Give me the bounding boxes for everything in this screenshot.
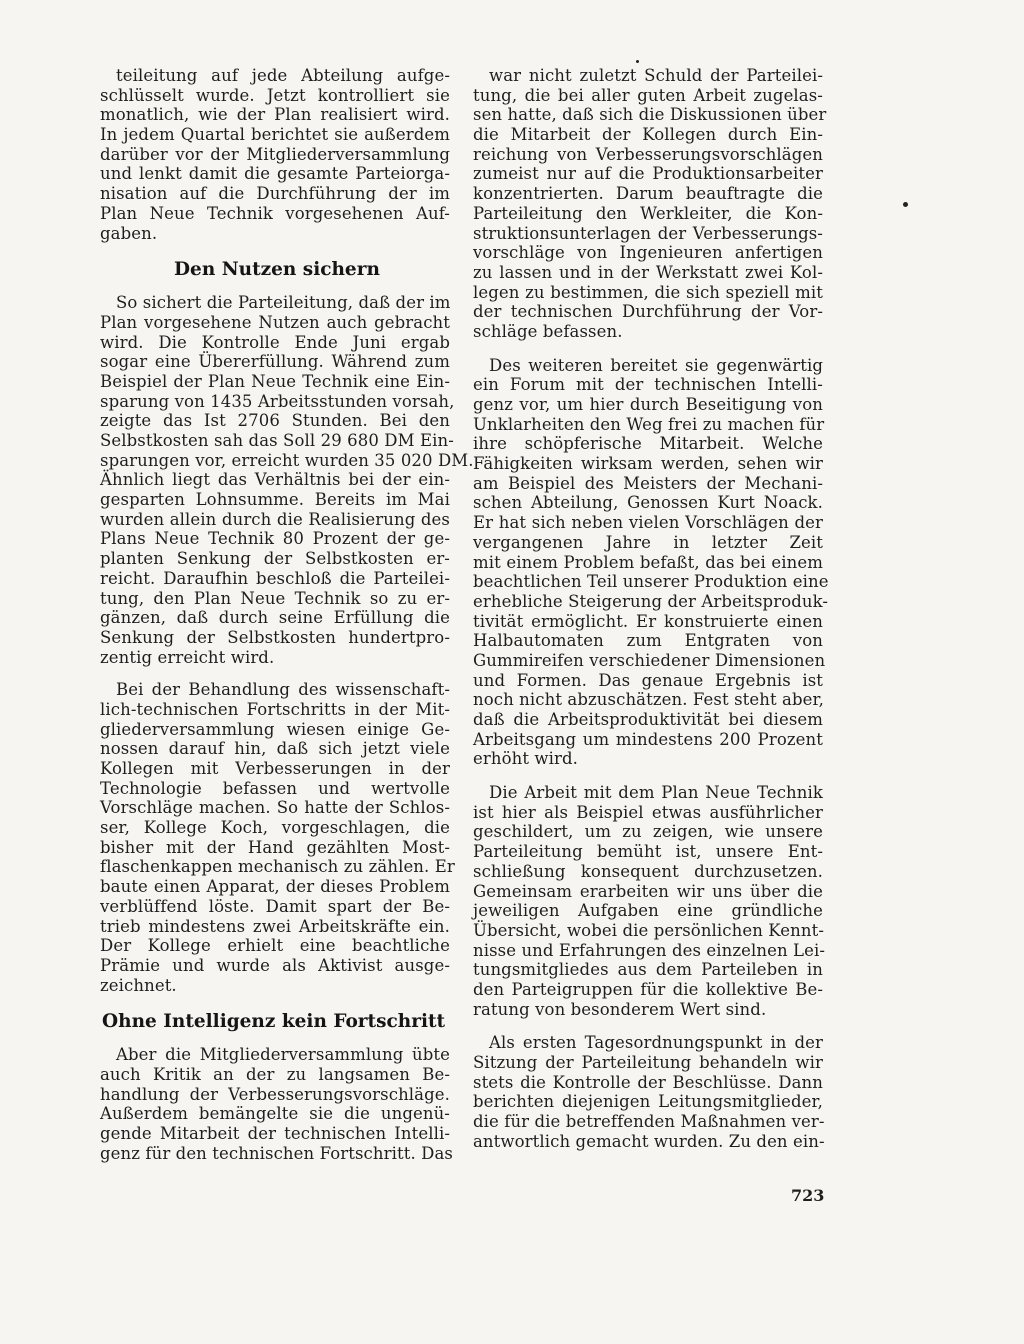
section-heading: Den Nutzen sichern xyxy=(174,259,380,281)
text-line: gaben. xyxy=(100,223,158,243)
paragraph xyxy=(100,66,450,243)
text-line: Als ersten Tagesordnungspunkt in der xyxy=(489,1033,823,1053)
paragraph xyxy=(473,355,829,769)
text-line: noch nicht abzuschätzen. Fest steht aber, xyxy=(473,690,825,710)
text-line: Ähnlich liegt das Verhältnis bei der ein- xyxy=(100,470,450,490)
text-line: gliederversammlung wiesen einige Ge- xyxy=(100,719,450,739)
text-line: zentig erreicht wird. xyxy=(100,647,275,667)
text-line: monatlich, wie der Plan realisiert wird. xyxy=(100,105,450,125)
text-line: Plan vorgesehene Nutzen auch gebracht xyxy=(100,312,450,332)
section-heading: Ohne Intelligenz kein Fortschritt xyxy=(102,1011,446,1033)
right-column xyxy=(473,66,829,1151)
text-line: teileitung auf jede Abteilung aufge- xyxy=(116,66,450,85)
text-line: sparungen vor, erreicht wurden 35 020 DM. xyxy=(100,450,474,470)
text-line: Kollegen mit Verbesserungen in der xyxy=(100,759,450,778)
text-line: darüber vor der Mitgliederversammlung xyxy=(100,144,450,164)
text-line: sogar eine Übererfüllung. Während zum xyxy=(100,352,450,372)
text-line: planten Senkung der Selbstkosten er- xyxy=(100,549,450,569)
text-line: sparung von 1435 Arbeitsstunden vorsah, xyxy=(100,391,455,411)
text-line: auch Kritik an der zu langsamen Be- xyxy=(100,1064,450,1084)
text-line: ser, Kollege Koch, vorgeschlagen, die xyxy=(100,818,450,838)
text-line: tungsmitgliedes aus dem Parteileben in xyxy=(473,960,823,980)
text-line: zeichnet. xyxy=(100,975,177,995)
text-line: antwortlich gemacht wurden. Zu den ein- xyxy=(473,1131,825,1151)
text-line: war nicht zuletzt Schuld der Parteilei- xyxy=(489,66,823,85)
text-line: Gemeinsam erarbeiten wir uns über die xyxy=(473,881,823,901)
text-line: Plans Neue Technik 80 Prozent der ge- xyxy=(100,529,450,549)
text-line: genz für den technischen Fortschritt. Das xyxy=(100,1143,453,1163)
text-line: reicht. Daraufhin beschloß die Parteilei- xyxy=(100,568,450,588)
text-line: Die Arbeit mit dem Plan Neue Technik xyxy=(489,783,823,803)
text-line: der technischen Durchführung der Vor- xyxy=(473,302,823,322)
text-line: beachtlichen Teil unserer Produktion eine xyxy=(473,572,829,592)
text-line: So sichert die Parteileitung, daß der im xyxy=(116,293,451,313)
paragraph xyxy=(473,783,826,1019)
text-line: Prämie und wurde als Aktivist ausge- xyxy=(100,955,450,975)
text-line: wird. Die Kontrolle Ende Juni ergab xyxy=(100,332,450,352)
text-line: Übersicht, wobei die persönlichen Kennt- xyxy=(473,920,825,940)
text-line: vorschläge von Ingenieuren anfertigen xyxy=(473,243,823,263)
text-line: ihre schöpferische Mitarbeit. Welche xyxy=(473,434,823,454)
page-number: 723 xyxy=(791,1186,825,1205)
text-line: tung, den Plan Neue Technik so zu er- xyxy=(100,588,450,608)
text-line: erhöht wird. xyxy=(473,749,579,769)
text-line: flaschenkappen mechanisch zu zählen. Er xyxy=(100,857,455,877)
ink-dot xyxy=(636,60,639,63)
text-line: konzentrierten. Darum beauftragte die xyxy=(473,184,823,204)
text-line: sen hatte, daß sich die Diskussionen über xyxy=(473,105,827,125)
text-line: Arbeitsgang um mindestens 200 Prozent xyxy=(473,729,823,749)
text-line: Technologie befassen und wertvolle xyxy=(100,778,450,798)
text-line: Bei der Behandlung des wissenschaft- xyxy=(116,680,450,700)
text-line: In jedem Quartal berichtet sie außerdem xyxy=(100,125,450,145)
text-line: Parteileitung bemüht ist, unsere Ent- xyxy=(473,842,823,862)
paragraph xyxy=(100,1045,453,1163)
paragraph xyxy=(100,680,455,995)
text-line: die Mitarbeit der Kollegen durch Ein- xyxy=(473,125,823,145)
text-line: am Beispiel des Meisters der Mechani- xyxy=(473,473,823,493)
text-line: tung, die bei aller guten Arbeit zugelas- xyxy=(473,85,823,105)
text-line: ein Forum mit der technischen Intelli- xyxy=(473,375,823,395)
text-line: ratung von besonderem Wert sind. xyxy=(473,999,767,1019)
text-line: Plan Neue Technik vorgesehenen Auf- xyxy=(100,203,450,223)
text-line: nisation auf die Durchführung der im xyxy=(100,184,450,204)
text-line: schläge befassen. xyxy=(473,321,623,341)
text-line: zeigte das Ist 2706 Stunden. Bei den xyxy=(100,411,450,431)
text-line: Sitzung der Parteileitung behandeln wir xyxy=(473,1053,823,1072)
text-line: berichten diejenigen Leitungsmitglieder, xyxy=(473,1092,823,1112)
text-line: Halbautomaten zum Entgraten von xyxy=(473,631,823,651)
text-line: und lenkt damit die gesamte Parteiorga- xyxy=(100,164,450,184)
text-line: struktionsunterlagen der Verbesserungs- xyxy=(473,223,823,243)
text-line: zu lassen und in der Werkstatt zwei Kol- xyxy=(473,262,823,282)
text-line: lich-technischen Fortschritts in der Mit- xyxy=(100,699,450,719)
text-line: nisse und Erfahrungen des einzelnen Lei- xyxy=(473,940,826,960)
text-line: und Formen. Das genaue Ergebnis ist xyxy=(473,670,823,690)
text-line: stets die Kontrolle der Beschlüsse. Dann xyxy=(473,1072,823,1092)
text-line: schen Abteilung, Genossen Kurt Noack. xyxy=(473,493,823,513)
text-line: gänzen, daß durch seine Erfüllung die xyxy=(100,608,450,628)
text-line: schlüsselt wurde. Jetzt kontrolliert sie xyxy=(100,85,450,105)
text-line: verblüffend löste. Damit spart der Be- xyxy=(100,896,450,916)
text-line: die für die betreffenden Maßnahmen ver- xyxy=(473,1112,825,1132)
text-line: trieb mindestens zwei Arbeitskräfte ein. xyxy=(100,916,450,936)
text-line: jeweiligen Aufgaben eine gründliche xyxy=(473,901,823,921)
text-line: erhebliche Steigerung der Arbeitsproduk- xyxy=(473,591,829,611)
text-line: ist hier als Beispiel etwas ausführlicher xyxy=(473,802,823,822)
text-line: legen zu bestimmen, die sich speziell mit xyxy=(473,282,823,302)
text-line: schließung konsequent durchzusetzen. xyxy=(473,861,823,881)
text-line: Aber die Mitgliederversammlung übte xyxy=(116,1045,450,1065)
text-line: tivität ermöglicht. Er konstruierte einen xyxy=(473,611,823,631)
text-line: Unklarheiten den Weg frei zu machen für xyxy=(473,414,825,434)
text-line: geschildert, um zu zeigen, wie unsere xyxy=(473,822,823,842)
text-line: reichung von Verbesserungsvorschlägen xyxy=(473,144,823,164)
text-line: zumeist nur auf die Produktionsarbeiter xyxy=(473,164,823,184)
text-line: wurden allein durch die Realisierung des xyxy=(100,509,450,529)
text-line: daß die Arbeitsproduktivität bei diesem xyxy=(473,710,823,729)
text-line: genz vor, um hier durch Beseitigung von xyxy=(473,395,823,414)
text-line: Der Kollege erhielt eine beachtliche xyxy=(100,936,450,956)
text-line: mit einem Problem befaßt, das bei einem xyxy=(473,552,823,572)
text-line: Senkung der Selbstkosten hundertpro- xyxy=(100,627,450,647)
ink-dot xyxy=(903,202,908,207)
text-line: vergangenen Jahre in letzter Zeit xyxy=(473,532,823,552)
text-line: Beispiel der Plan Neue Technik eine Ein- xyxy=(100,371,450,391)
text-line: gesparten Lohnsumme. Bereits im Mai xyxy=(100,490,450,510)
text-line: Parteileitung den Werkleiter, die Kon- xyxy=(473,203,823,223)
text-line: den Parteigruppen für die kollektive Be- xyxy=(473,979,823,999)
text-line: Außerdem bemängelte sie die ungenü- xyxy=(100,1104,450,1124)
text-line: gende Mitarbeit der technischen Intelli- xyxy=(100,1124,450,1143)
text-line: Vorschläge machen. So hatte der Schlos- xyxy=(100,798,450,818)
text-line: Selbstkosten sah das Soll 29 680 DM Ein- xyxy=(100,431,454,450)
text-line: Des weiteren bereitet sie gegenwärtig xyxy=(489,355,823,375)
text-line: baute einen Apparat, der dieses Problem xyxy=(100,877,450,897)
text-line: Fähigkeiten wirksam werden, sehen wir xyxy=(473,454,823,474)
text-line: Gummireifen verschiedener Dimensionen xyxy=(473,650,826,670)
text-line: handlung der Verbesserungsvorschläge. xyxy=(100,1084,450,1104)
text-line: nossen darauf hin, daß sich jetzt viele xyxy=(100,739,450,759)
text-line: Er hat sich neben vielen Vorschlägen der xyxy=(473,513,823,533)
text-line: bisher mit der Hand gezählten Most- xyxy=(100,837,450,857)
left-column xyxy=(100,66,474,1163)
paragraph xyxy=(473,66,827,342)
paragraph xyxy=(473,1033,823,1151)
paragraph xyxy=(100,293,474,667)
